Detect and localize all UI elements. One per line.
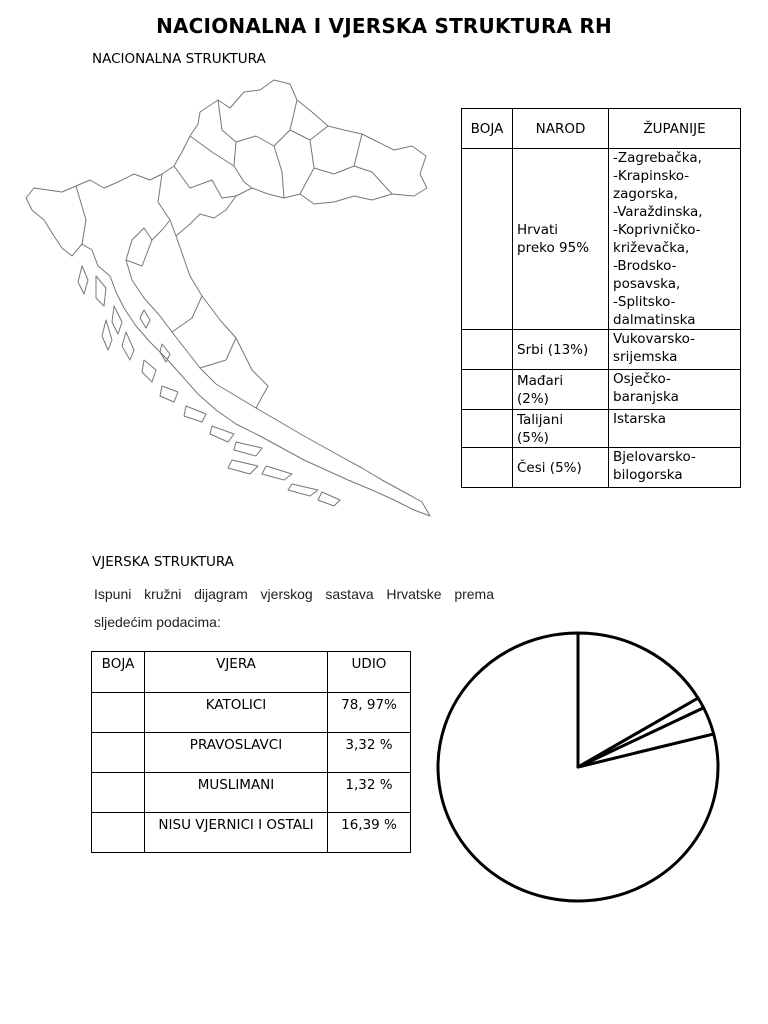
table-row <box>92 693 411 733</box>
header-udio: UDIO <box>328 652 411 693</box>
narod-cell <box>513 410 609 448</box>
vjera-cell: MUSLIMANI <box>145 773 328 813</box>
zupanija-line: bilogorska <box>613 467 683 483</box>
color-cell[interactable] <box>462 448 513 488</box>
narod-line: Mađari <box>517 372 564 389</box>
religion-pie-chart[interactable] <box>432 630 724 910</box>
zupanija-line: -Brodsko- <box>613 258 677 274</box>
narod-cell <box>513 149 609 330</box>
table-header-row <box>462 109 741 149</box>
narod-line: Srbi (13%) <box>517 341 589 358</box>
narod-line: Hrvati <box>517 222 559 238</box>
header-narod: NAROD <box>513 109 609 149</box>
narod-cell <box>513 448 609 488</box>
zupanija-line: križevačka, <box>613 240 690 256</box>
zupanija-line: -Zagrebačka, <box>613 150 702 166</box>
narod-cell <box>513 370 609 410</box>
table-row <box>462 370 741 410</box>
narod-cell <box>513 330 609 370</box>
header-zupanije: ŽUPANIJE <box>609 109 741 149</box>
zupanija-line: Osječko- <box>613 371 671 387</box>
color-cell[interactable] <box>92 733 145 773</box>
page-title: NACIONALNA I VJERSKA STRUKTURA RH <box>156 14 612 38</box>
narod-line: (2%) <box>517 390 549 407</box>
narod-line: (5%) <box>517 429 549 446</box>
instruction-line-1: Ispuni kružni dijagram vjerskog sastava Hrvatske prema <box>94 586 494 602</box>
zupanija-line: Istarska <box>613 411 667 427</box>
table-header-row <box>92 652 411 693</box>
udio-cell: 78, 97% <box>328 693 411 733</box>
croatia-outline-map <box>22 70 434 520</box>
zupanije-cell <box>609 370 741 410</box>
color-cell[interactable] <box>462 370 513 410</box>
header-boja: BOJA <box>462 109 513 149</box>
vjera-cell: KATOLICI <box>145 693 328 733</box>
zupanije-cell <box>609 149 741 330</box>
religious-structure-table <box>91 651 411 853</box>
zupanija-line: -Varaždinska, <box>613 204 703 220</box>
table-row <box>462 149 741 330</box>
national-structure-table <box>461 108 741 488</box>
header-boja: BOJA <box>92 652 145 693</box>
table-row <box>92 813 411 853</box>
color-cell[interactable] <box>92 813 145 853</box>
udio-cell: 3,32 % <box>328 733 411 773</box>
zupanija-line: dalmatinska <box>613 312 696 328</box>
zupanije-cell <box>609 330 741 370</box>
udio-cell: 1,32 % <box>328 773 411 813</box>
header-vjera: VJERA <box>145 652 328 693</box>
vjera-cell: NISU VJERNICI I OSTALI <box>145 813 328 853</box>
zupanije-cell <box>609 448 741 488</box>
zupanija-line: Bjelovarsko- <box>613 449 696 465</box>
national-section-label: NACIONALNA STRUKTURA <box>92 51 266 67</box>
zupanija-line: -Krapinsko- <box>613 168 690 184</box>
instruction-line-2: sljedećim podacima: <box>94 614 221 630</box>
zupanija-line: -Splitsko- <box>613 294 676 310</box>
zupanija-line: srijemska <box>613 349 678 365</box>
narod-line: preko 95% <box>517 240 590 256</box>
color-cell[interactable] <box>462 149 513 330</box>
color-cell[interactable] <box>462 330 513 370</box>
narod-line: Talijani <box>517 411 564 428</box>
table-row <box>462 330 741 370</box>
zupanija-line: posavska, <box>613 276 681 292</box>
color-cell[interactable] <box>92 693 145 733</box>
religious-section-label: VJERSKA STRUKTURA <box>92 554 234 570</box>
color-cell[interactable] <box>462 410 513 448</box>
table-row <box>92 733 411 773</box>
zupanije-cell <box>609 410 741 448</box>
udio-cell: 16,39 % <box>328 813 411 853</box>
zupanija-line: zagorska, <box>613 186 678 202</box>
narod-line: Česi (5%) <box>517 459 582 476</box>
zupanija-line: -Koprivničko- <box>613 222 701 238</box>
table-row <box>92 773 411 813</box>
zupanija-line: baranjska <box>613 389 679 405</box>
table-row <box>462 448 741 488</box>
table-row <box>462 410 741 448</box>
color-cell[interactable] <box>92 773 145 813</box>
zupanija-line: Vukovarsko- <box>613 331 696 347</box>
vjera-cell: PRAVOSLAVCI <box>145 733 328 773</box>
